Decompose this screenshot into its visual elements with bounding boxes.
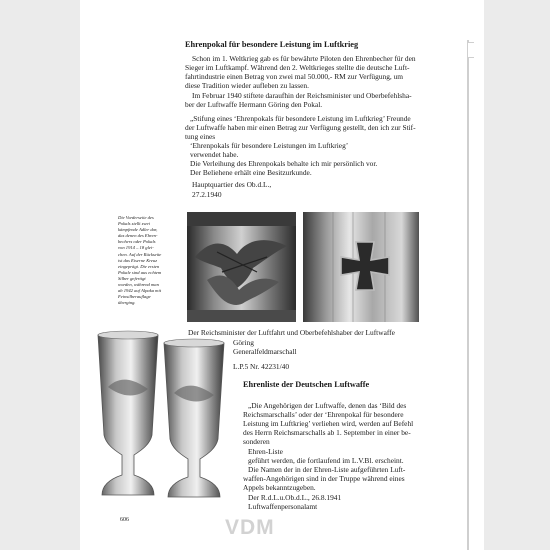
body-line: Im Februar 1940 stiftete daraufhin der Reichsminister und Oberbefehlsha- <box>192 91 412 100</box>
goblets-photo <box>94 327 240 507</box>
body-line: Appels bekanntzugeben. <box>243 483 316 492</box>
signature-rank: Generalfeldmarschall <box>233 347 297 356</box>
caption-line: worden, während man <box>118 282 159 288</box>
body-line: Reichsmarschalls’ oder der ‘Ehrenpokal für besondere <box>243 410 404 419</box>
reference-number: L.P.5 Nr. 42231/40 <box>233 362 290 371</box>
body-line: Luftwaffenpersonalamt <box>248 502 318 511</box>
body-line: Ehren-Liste <box>248 447 283 456</box>
caption-line: ab 1942 auf Alpaka mit <box>118 288 162 294</box>
caption-line: überging. <box>118 300 136 306</box>
body-line: Leistung im Luftkrieg’ verliehen wird, werden auf Befehl <box>243 419 414 428</box>
quote-line: Die Verleihung des Ehrenpokals behalte ich mir persönlich vor. <box>190 159 378 168</box>
body-line: Schon im 1. Weltkrieg gab es für bewährte Piloten den Ehrenbecher für den <box>192 54 416 63</box>
eagle-relief-photo <box>187 212 296 322</box>
body-line: waffen-Angehörigen sind in der Truppe während eines <box>243 474 405 483</box>
page-number: 606 <box>120 517 129 523</box>
caption-line: Pokale sind aus echtem <box>118 269 162 275</box>
quote-line: Der Beliehene erhält eine Besitzurkunde. <box>190 168 312 177</box>
page-edge-tab <box>467 42 474 58</box>
signature-name: Göring <box>233 338 254 347</box>
caption-line: ist das Eiserne Kreuz <box>118 257 158 263</box>
body-line: „Die Angehörigen der Luftwaffe, denen das ‘Bild des <box>248 401 407 410</box>
body-line: des Herrn Reichsmarschalls ab 1. September in einer be- <box>243 428 411 437</box>
caption-line: kämpfende Adler dar, <box>118 227 158 233</box>
body-line: ber der Luftwaffe Hermann Göring den Pokal. <box>185 100 323 109</box>
quote-line: verwendet habe. <box>190 150 239 159</box>
quote-line: „Stifung eines ‘Ehrenpokals für besondere Leistung im Luftkrieg’ Freunde <box>190 114 411 123</box>
caption-line: Pokals stellt zwei <box>118 221 150 227</box>
quote-line: ‘Ehrenpokals für besondere Leistungen im Luftkrieg’ <box>190 141 349 150</box>
caption-line: bechers oder Pokals <box>118 239 156 245</box>
body-line: Sieger im Luftkampf. Während den 2. Weltkrieges stellte die deutsche Luft- <box>185 63 410 72</box>
caption-line: Die Vorderseite des <box>118 215 154 220</box>
body-line: Die Namen der in der Ehren-Liste aufgeführten Luft- <box>248 465 406 474</box>
quote-line: der Luftwaffe haben mir einen Betrag zur Verfügung gestellt, den ich zur Stif- <box>185 123 416 132</box>
decree-location: Hauptquartier des Ob.d.L., <box>192 180 272 189</box>
caption-line: von 1914 – 18 glei- <box>118 245 154 251</box>
publisher-logo: VDM <box>225 516 275 539</box>
body-line: geführt werden, die fortlaufend im L.V.Bl. erscheint. <box>248 456 404 465</box>
caption-line: Silber gefertigt <box>118 275 146 281</box>
photo-caption <box>118 215 186 306</box>
quote-line: tung eines <box>185 132 216 141</box>
decree-date: 27.2.1940 <box>192 190 222 199</box>
body-line: fahrtindustrie einen Betrag von zwei mal 50.000,- RM zur Verfügung, um <box>185 72 404 81</box>
iron-cross-photo <box>303 212 419 322</box>
caption-line: das denen des Ehren- <box>118 233 158 239</box>
caption-line: Feinsilberauflage <box>118 294 151 300</box>
section-heading-ehrenliste: Ehrenliste der Deutschen Luftwaffe <box>243 380 370 389</box>
body-line: Der R.d.L.u.Ob.d.L., 26.8.1941 <box>248 493 342 502</box>
page-edge-bar <box>467 40 469 550</box>
section-heading-ehrenpokal: Ehrenpokal für besondere Leistung im Luftkrieg <box>185 40 359 49</box>
body-line: diese Tradition wieder aufleben zu lassen. <box>185 81 309 90</box>
caption-line: eingeprägt. Die ersten <box>118 263 160 269</box>
body-line: sonderen <box>243 437 270 446</box>
caption-line: chen. Auf der Rückseite <box>118 251 162 257</box>
signature-title: Der Reichsminister der Luftfahrt und Oberbefehlshaber der Luftwaffe <box>188 328 395 337</box>
